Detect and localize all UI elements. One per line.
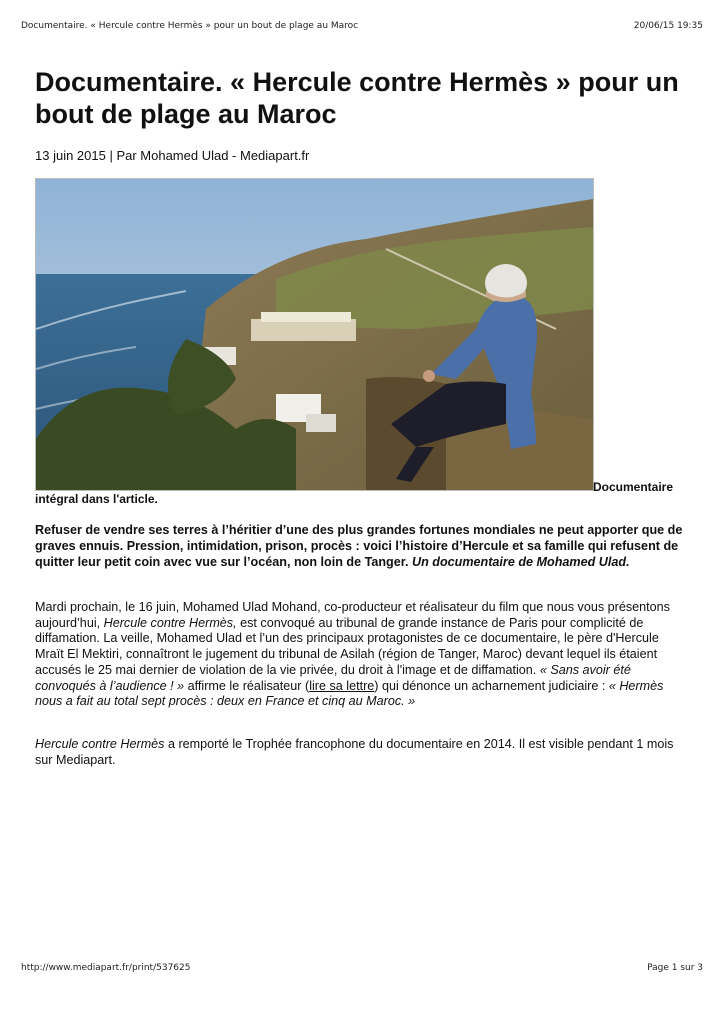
lead-credit: Un documentaire de Mohamed Ulad. [411, 555, 630, 569]
film-title-inline-2: Hercule contre Hermès [35, 737, 165, 751]
read-letter-link[interactable]: lire sa lettre [309, 678, 375, 693]
print-footer-url: http://www.mediapart.fr/print/537625 [21, 963, 191, 973]
p1-text-a: Mardi prochain, le 16 juin, Mohamed Ulad Mohand, co-producteur et réalisateur du film que nous vous présentons aujourd’hui, [35, 600, 670, 630]
hermes-trials-quote: « Hermès nous a fait au total sept procès : deux en France et cinq au Maroc. » [35, 678, 664, 709]
article-lead [35, 522, 685, 570]
lead-text: Refuser de vendre ses terres à l’héritier d’une des plus grandes fortunes mondiales ne peut apporter que de graves ennuis. Pression, intimidation, prison, procès : voici l’histoire d’Hercule et sa famille qui refusent de quitter leur petit coin avec vue sur l’océan, non loin de Tanger. [35, 523, 683, 569]
print-header-title: Documentaire. « Hercule contre Hermès » pour un bout de plage au Maroc [21, 21, 359, 31]
article-paragraph-2 [35, 737, 685, 768]
p1-text-f: ) qui dénonce un acharnement judiciaire : [374, 678, 606, 693]
article-paragraph-1 [35, 600, 685, 710]
p1-text-e: affirme le réalisateur ( [187, 678, 310, 693]
article-byline: 13 juin 2015 | Par Mohamed Ulad - Mediapart.fr [35, 148, 310, 163]
print-footer-page: Page 1 sur 3 [647, 963, 703, 973]
documentary-still-image [35, 178, 594, 491]
print-header-datetime: 20/06/15 19:35 [633, 21, 703, 31]
article-title: Documentaire. « Hercule contre Hermès » pour un bout de plage au Maroc [35, 67, 679, 129]
photo-caption-end: intégral dans l'article. [35, 492, 158, 506]
p2-text-b: a remporté le Trophée francophone du documentaire en 2014. Il est visible pendant 1 mois sur Mediapart. [35, 737, 674, 767]
film-title-inline: Hercule contre Hermès, [103, 615, 237, 630]
p1-text-c: est convoqué au tribunal de grande instance de Paris pour complicité de diffamation. La veille, Mohamed Ulad et l’un des principaux protagonistes de ce documentaire, le père d'Hercule Mraït El Mektiri, connaîtront le jugement du tribunal de Asilah (région de Tanger, Maroc) devant lequel ils étaient accusés le 25 mai dernier de violation de la vie privée, du droit à l'image et de diffamation. [35, 615, 659, 677]
director-quote: « Sans avoir été convoqués à l’audience ! » [35, 662, 631, 693]
photo-caption-start: Documentaire [593, 480, 674, 494]
